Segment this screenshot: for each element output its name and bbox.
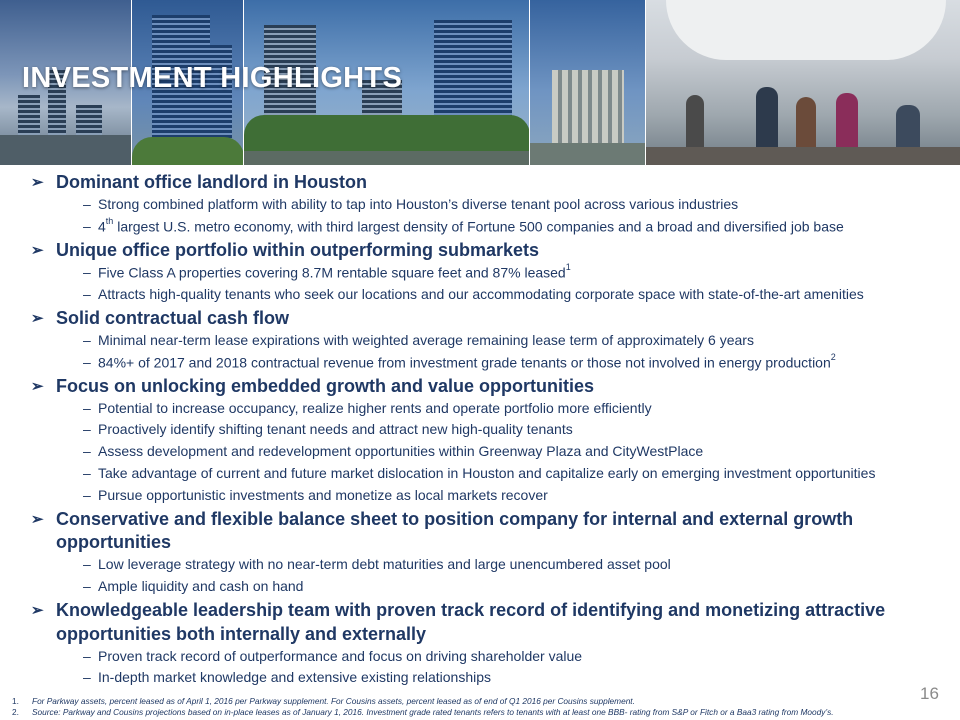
- dash-bullet-icon: –: [83, 399, 91, 416]
- header-banner: [0, 0, 960, 165]
- sub-bullet-text: [98, 261, 571, 281]
- arrow-bullet-icon: ➢: [31, 241, 44, 259]
- sub-bullet-text: [98, 465, 875, 481]
- sub-bullet-text: [98, 215, 844, 235]
- dash-bullet-icon: –: [83, 556, 91, 573]
- bullet-heading-text: Dominant office landlord in Houston: [56, 172, 367, 192]
- superscript: th: [105, 215, 114, 226]
- arrow-bullet-icon: ➢: [31, 377, 44, 395]
- sub-bullet-body: Attracts high-quality tenants who seek our locations and our accommodating corporate space with state-of-the-art amenities: [98, 285, 864, 302]
- sub-bullet-text: [98, 332, 754, 348]
- bullet-heading-text: opportunities: [56, 532, 171, 553]
- photo-food-court: [646, 0, 960, 165]
- dash-bullet-icon: –: [83, 443, 91, 460]
- footnote-number: 1.: [12, 696, 19, 706]
- sub-bullet-text: [98, 351, 836, 371]
- sub-bullet-text: [98, 421, 573, 437]
- sub-bullet-text: [98, 556, 671, 572]
- bullet-heading-text: Solid contractual cash flow: [56, 307, 290, 328]
- photo-building-evening: [530, 0, 646, 165]
- sub-bullet-body: Proactively identify shifting tenant needs and attract new high-quality tenants: [98, 421, 573, 438]
- sub-bullet-text: [98, 648, 582, 664]
- arrow-bullet-icon: ➢: [31, 510, 44, 528]
- bullet-heading-text: Focus on unlocking embedded growth and value opportunities: [56, 375, 595, 396]
- bullet-heading-text: Unique office portfolio within outperforming submarkets: [56, 239, 540, 260]
- sub-bullet-text: [98, 400, 652, 416]
- sub-bullet-body: 84%+ of 2017 and 2018 contractual revenue from investment grade tenants or those not involved in energy production: [98, 354, 831, 371]
- arrow-bullet-icon: ➢: [31, 309, 44, 327]
- page-title: INVESTMENT HIGHLIGHTS: [22, 62, 403, 94]
- dash-bullet-icon: –: [83, 464, 91, 481]
- arrow-bullet-icon: ➢: [31, 174, 44, 191]
- sub-bullet-body: Pursue opportunistic investments and monetize as local markets recover: [98, 486, 548, 503]
- sub-bullet-body: Assess development and redevelopment opportunities within Greenway Plaza and CityWestPlace: [98, 443, 704, 460]
- sub-bullet-body: largest U.S. metro economy, with third largest density of Fortune 500 companies and a broad and diversified job base: [113, 218, 844, 235]
- dash-bullet-icon: –: [83, 486, 91, 503]
- sub-bullet-body: In-depth market knowledge and extensive existing relationships: [98, 669, 492, 686]
- footnote-ref: 1: [565, 261, 571, 272]
- sub-bullet-body: Proven track record of outperformance and focus on driving shareholder value: [98, 647, 583, 664]
- bullet-heading-text: opportunities both internally and externally: [56, 623, 427, 644]
- sub-bullet-text: [98, 286, 864, 302]
- footnote-number: 2.: [12, 707, 19, 717]
- sub-bullet-text: [98, 196, 738, 212]
- footnote-ref: 2: [830, 351, 836, 362]
- sub-bullet-text: [98, 669, 491, 685]
- sub-bullet-text: [98, 487, 548, 503]
- dash-bullet-icon: –: [83, 331, 91, 348]
- footnote-2: [8, 707, 834, 717]
- footnote-1: [8, 696, 635, 706]
- sub-bullet-prefix: 4: [98, 218, 106, 235]
- dash-bullet-icon: –: [83, 577, 91, 594]
- sub-bullet-body: Five Class A properties covering 8.7M rentable square feet and 87% leased: [98, 264, 566, 281]
- footnote-text: For Parkway assets, percent leased as of April 1, 2016 per Parkway supplement. For Cousins assets, percent leased as of end of Q1 2016 per Cousins supplement.: [32, 696, 635, 706]
- sub-bullet-body: Minimal near-term lease expirations with weighted average remaining lease term of approximately 6 years: [98, 331, 754, 348]
- dash-bullet-icon: –: [83, 353, 91, 370]
- dash-bullet-icon: –: [83, 421, 91, 438]
- sub-bullet-text: [98, 443, 703, 459]
- dash-bullet-icon: –: [83, 217, 91, 234]
- dash-bullet-icon: –: [83, 196, 91, 212]
- sub-bullet-body: Strong combined platform with ability to tap into Houston’s diverse tenant pool across various industries: [98, 196, 739, 212]
- sub-bullet-body: Ample liquidity and cash on hand: [98, 577, 304, 594]
- page-number: 16: [920, 684, 939, 703]
- bullet-heading-text: Conservative and flexible balance sheet to position company for internal and external growth: [56, 508, 854, 529]
- footnote-text: Source: Parkway and Cousins projections based on in-place leases as of January 1, 2016. Investment grade rated tenants refers to tenants with at least one BBB- rating from S&P or Fitch or a Baa3 rating from Moody’s.: [32, 707, 834, 717]
- dash-bullet-icon: –: [83, 669, 91, 686]
- sub-bullet-text: [98, 578, 303, 594]
- dash-bullet-icon: –: [83, 263, 91, 280]
- dash-bullet-icon: –: [83, 285, 91, 302]
- bullet-heading-text: Knowledgeable leadership team with proven track record of identifying and monetizing attractive: [56, 600, 886, 621]
- sub-bullet-body: Potential to increase occupancy, realize higher rents and operate portfolio more efficiently: [98, 399, 652, 416]
- sub-bullet-body: Take advantage of current and future market dislocation in Houston and capitalize early on emerging investment opportunities: [98, 464, 876, 481]
- sub-bullet-body: Low leverage strategy with no near-term debt maturities and large unencumbered asset pool: [98, 556, 671, 573]
- dash-bullet-icon: –: [83, 647, 91, 664]
- arrow-bullet-icon: ➢: [31, 602, 44, 620]
